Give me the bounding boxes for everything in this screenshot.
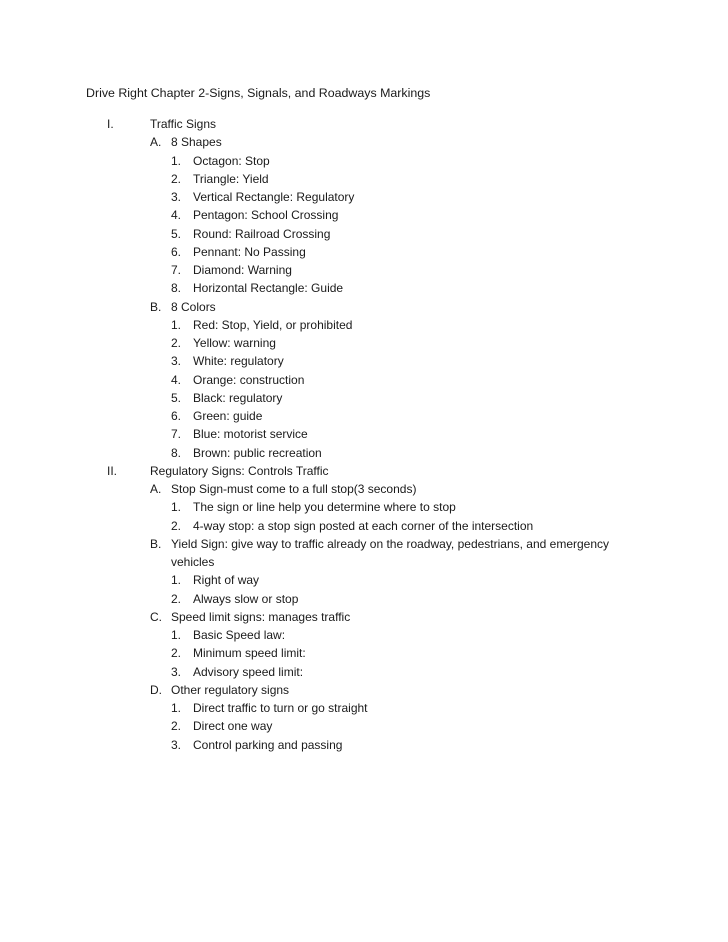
outline-item-marker: 2. <box>171 646 182 661</box>
outline-item-text: Direct traffic to turn or go straight <box>193 701 368 715</box>
outline-item <box>0 699 728 717</box>
outline-item-marker: 8. <box>171 281 182 296</box>
outline-item <box>0 334 728 352</box>
outline-item-text: The sign or line help you determine where to stop <box>193 500 456 515</box>
outline-item <box>0 736 728 754</box>
outline-item-marker: A. <box>150 482 162 496</box>
outline-item-text: Pentagon: School Crossing <box>193 208 339 223</box>
outline-item-marker: D. <box>150 682 162 697</box>
outline-item-marker: 6. <box>171 409 182 423</box>
outline-item <box>0 206 728 224</box>
outline-item <box>0 170 728 188</box>
outline-item-text: Blue: motorist service <box>193 427 308 442</box>
outline-item-marker: 3. <box>171 737 182 752</box>
outline-item <box>0 663 728 681</box>
outline-item-marker: 2. <box>171 171 182 186</box>
outline-item-text: Green: guide <box>193 409 263 423</box>
outline-item <box>0 517 728 535</box>
outline-item <box>0 535 728 553</box>
outline-item <box>0 243 728 261</box>
outline-item <box>0 152 728 170</box>
outline-item-marker: 2. <box>171 591 182 606</box>
outline-item-marker: 2. <box>171 518 182 533</box>
outline-item <box>0 225 728 243</box>
outline-item-text: Speed limit signs: manages traffic <box>171 609 351 624</box>
outline-item <box>0 571 728 589</box>
outline-item-text: Red: Stop, Yield, or prohibited <box>193 317 353 332</box>
outline-item-marker: 1. <box>171 628 182 642</box>
outline-item <box>0 279 728 297</box>
outline-item-text: Direct one way <box>193 719 273 734</box>
outline-item-marker: 8. <box>171 445 182 460</box>
outline-item-marker: 7. <box>171 427 182 442</box>
outline-item <box>0 425 728 443</box>
outline-item <box>0 261 728 279</box>
outline-item-marker: 5. <box>171 390 182 405</box>
outline-item <box>0 316 728 334</box>
outline-item <box>0 608 728 626</box>
outline-item-text: Triangle: Yield <box>193 171 269 186</box>
outline-item <box>0 498 728 516</box>
outline-item-marker: 3. <box>171 354 182 369</box>
outline-list <box>0 115 728 754</box>
outline-item-text: Black: regulatory <box>193 390 283 405</box>
outline-item-text: Control parking and passing <box>193 737 343 752</box>
outline-item-text: Traffic Signs <box>150 117 217 131</box>
outline-item-marker: B. <box>150 536 162 551</box>
outline-item <box>0 371 728 389</box>
outline-item <box>0 298 728 316</box>
outline-item <box>0 407 728 425</box>
outline-item-text: Yield Sign: give way to traffic already on the roadway, pedestrians, and emergency <box>171 536 610 551</box>
outline-item-text: Octagon: Stop <box>193 153 270 168</box>
outline-item-text: Orange: construction <box>193 372 305 387</box>
outline-item-marker: 1. <box>171 153 182 168</box>
outline-item <box>0 462 728 480</box>
outline-item-text: Basic Speed law: <box>193 628 286 642</box>
outline-item-marker: 1. <box>171 500 182 515</box>
outline-item-text: Other regulatory signs <box>171 682 290 697</box>
outline-item-text: Vertical Rectangle: Regulatory <box>193 190 355 204</box>
outline-item <box>0 626 728 644</box>
outline-item-marker: II. <box>107 463 118 478</box>
outline-item-marker: 1. <box>171 701 182 715</box>
outline-item <box>0 480 728 498</box>
outline-item-marker: 4. <box>171 208 182 223</box>
outline-item-marker: B. <box>150 299 162 314</box>
outline-item-marker: A. <box>150 135 162 150</box>
outline-item <box>0 188 728 206</box>
outline-item <box>0 717 728 735</box>
outline-item-text: Horizontal Rectangle: Guide <box>193 281 344 296</box>
outline-item-marker: 6. <box>171 244 182 259</box>
outline-item-text: Minimum speed limit: <box>193 646 306 661</box>
outline-item <box>0 644 728 662</box>
outline-item-text: White: regulatory <box>193 354 284 369</box>
outline-item-marker: 2. <box>171 336 182 350</box>
outline-item <box>0 352 728 370</box>
outline-item-text: Diamond: Warning <box>193 263 292 277</box>
outline-item-marker: 1. <box>171 317 182 332</box>
outline-item-marker: 3. <box>171 664 182 679</box>
outline-item-marker: C. <box>150 609 162 624</box>
outline-item-text: 8 Shapes <box>171 135 222 150</box>
outline-item <box>0 681 728 699</box>
outline-item-marker: 7. <box>171 263 182 277</box>
outline-item-marker: I. <box>107 117 114 131</box>
outline-item-text: Always slow or stop <box>193 591 299 606</box>
document-title: Drive Right Chapter 2-Signs, Signals, and Roadways Markings <box>86 86 431 100</box>
outline-item-marker: 4. <box>171 372 182 387</box>
outline-item-marker: 1. <box>171 573 182 588</box>
outline-item <box>0 444 728 462</box>
outline-item-text: 8 Colors <box>171 299 216 314</box>
outline-item-text: Yellow: warning <box>193 336 276 350</box>
outline-item <box>0 133 728 151</box>
outline-item-text: Advisory speed limit: <box>193 664 304 679</box>
outline-item <box>0 115 728 133</box>
outline-item-text: Right of way <box>193 573 260 588</box>
outline-item <box>0 389 728 407</box>
outline-item <box>0 553 728 571</box>
outline-item-marker: 5. <box>171 226 182 241</box>
outline-item-text: 4-way stop: a stop sign posted at each corner of the intersection <box>193 518 534 533</box>
outline-item <box>0 590 728 608</box>
outline-item-text: Round: Railroad Crossing <box>193 226 331 241</box>
outline-item-text: Regulatory Signs: Controls Traffic <box>150 463 329 478</box>
outline-item-marker: 2. <box>171 719 182 734</box>
outline-item-text: Pennant: No Passing <box>193 244 306 259</box>
outline-item-text: Brown: public recreation <box>193 445 322 460</box>
outline-item-marker: 3. <box>171 190 182 204</box>
outline-item-text: Stop Sign-must come to a full stop(3 seconds) <box>171 482 417 496</box>
outline-item-text: vehicles <box>171 555 215 569</box>
